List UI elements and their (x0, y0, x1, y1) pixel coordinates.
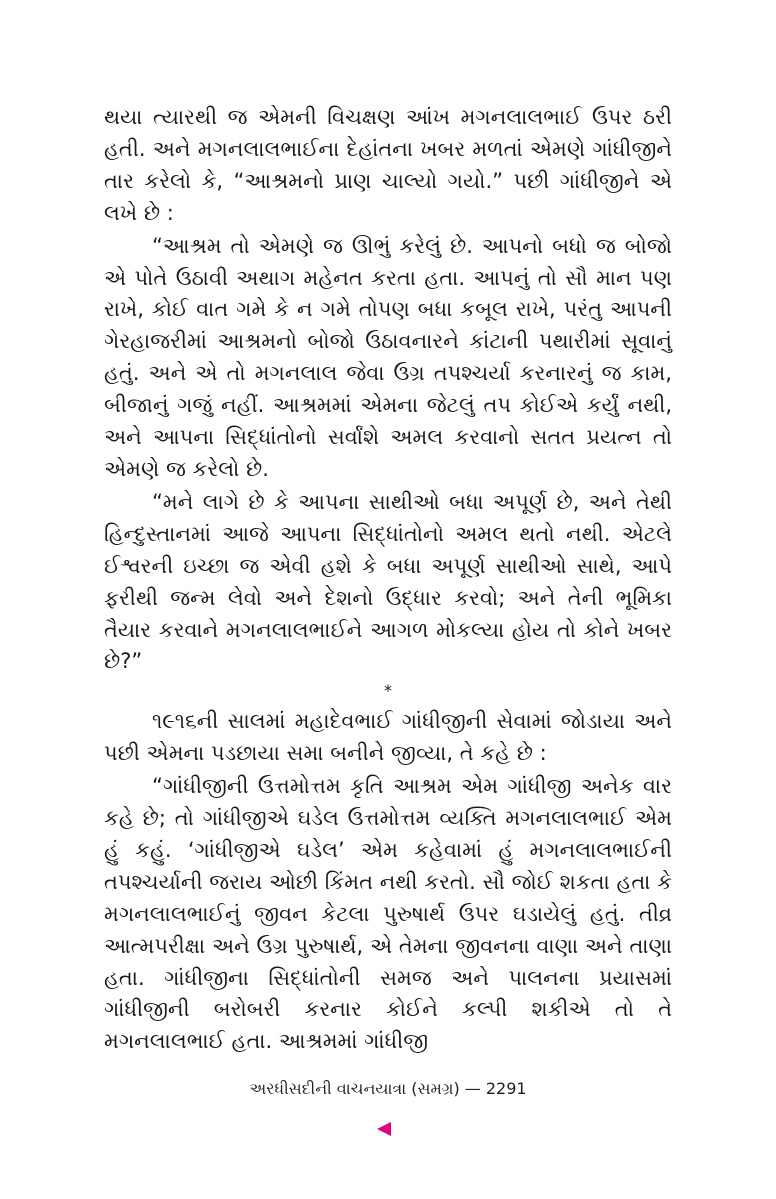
section-separator: * (384, 681, 392, 701)
quote-paragraph: “ગાંધીજીની ઉત્તમોત્તમ કૃતિ આશ્રમ એમ ગાંધીજી અનેક વાર કહે છે; તો ગાંધીજીએ ઘડેલ ઉત્તમોત્તમ વ્યક્તિ મગનલાલભાઈ એમ હું કહું. ‘ગાંધીજીએ ઘડેલ’ એમ કહેવામાં હું મગનલાલભાઈની તપશ્ચર્યાની જરાય ઓછી કિંમત નથી કરતો. સૌ જોઈ શકતા હતા કે મગનલાલભાઈનું જીવન કેટલા પુરુષાર્થ ઉપર ઘડાયેલું હતું. તીવ્ર આત્મપરીક્ષા અને ઉગ્ર પુરુષાર્થ, એ તેમના જીવનના વાણા અને તાણા હતા. ગાંધીજીના સિદ્ધાંતોની સમજ અને પાલનના પ્રયાસમાં ગાંધીજીની બરોબરી કરનાર કોઈને કલ્પી શકીએ તો તે મગનલાલભાઈ હતા. આશ્રમમાં ગાંધીજી (104, 774, 672, 1054)
page-body (104, 102, 672, 1058)
quote-paragraph: “આશ્રમ તો એમણે જ ઊભું કરેલું છે. આપનો બધો જ બોજો એ પોતે ઉઠાવી અથાગ મહેનત કરતા હતા. આપનું તો સૌ માન પણ રાખે, કોઈ વાત ગમે કે ન ગમે તોપણ બધા કબૂલ રાખે, પરંતુ આપની ગેરહાજરીમાં આશ્રમનો બોજો ઉઠાવનારને કાંટાની પથારીમાં સૂવાનું હતું. અને એ તો મગનલાલ જેવા ઉગ્ર તપશ્ચર્યા કરનારનું જ કામ, બીજાનું ગજું નહીં. આશ્રમમાં એમના જેટલું તપ કોઈએ કર્યું નથી, અને આપના સિદ્ધાંતોનો સર્વાંશે અમલ કરવાનો સતત પ્રયત્ન તો એમણે જ કરેલો છે. (104, 233, 672, 481)
quote-paragraph: “મને લાગે છે કે આપના સાથીઓ બધા અપૂર્ણ છે, અને તેથી હિન્દુસ્તાનમાં આજે આપના સિદ્ધાંતોનો અમલ થતો નથી. એટલે ઈશ્વરની ઇચ્છા જ એવી હશે કે બધા અપૂર્ણ સાથીઓ સાથે, આપે ફરીથી જન્મ લેવો અને દેશનો ઉદ્ધાર કરવો; અને તેની ભૂમિકા તૈયાર કરવાને મગનલાલભાઈને આગળ મોકલ્યા હોય તો કોને ખબર છે?” (104, 489, 672, 674)
paragraph-continuation: થયા ત્યારથી જ એમની વિચક્ષણ આંખ મગનલાલભાઈ ઉપર ઠરી હતી. અને મગનલાલભાઈના દેહાંતના ખબર મળતાં એમણે ગાંધીજીને તાર કરેલો કે, “આશ્રમનો પ્રાણ ચાલ્યો ગયો.” પછી ગાંધીજીને એ લખે છે : (104, 105, 672, 225)
paragraph: ૧૯૧૬ની સાલમાં મહાદેવભાઈ ગાંધીજીની સેવામાં જોડાયા અને પછી એમના પડછાયા સમા બનીને જીવ્યા, તે કહે છે : (104, 709, 672, 766)
previous-page-arrow-icon[interactable] (377, 1122, 391, 1136)
page-footer: અરધીસદીની વાચનયાત્રા (સમગ્ર) — 2291 (249, 1079, 527, 1098)
